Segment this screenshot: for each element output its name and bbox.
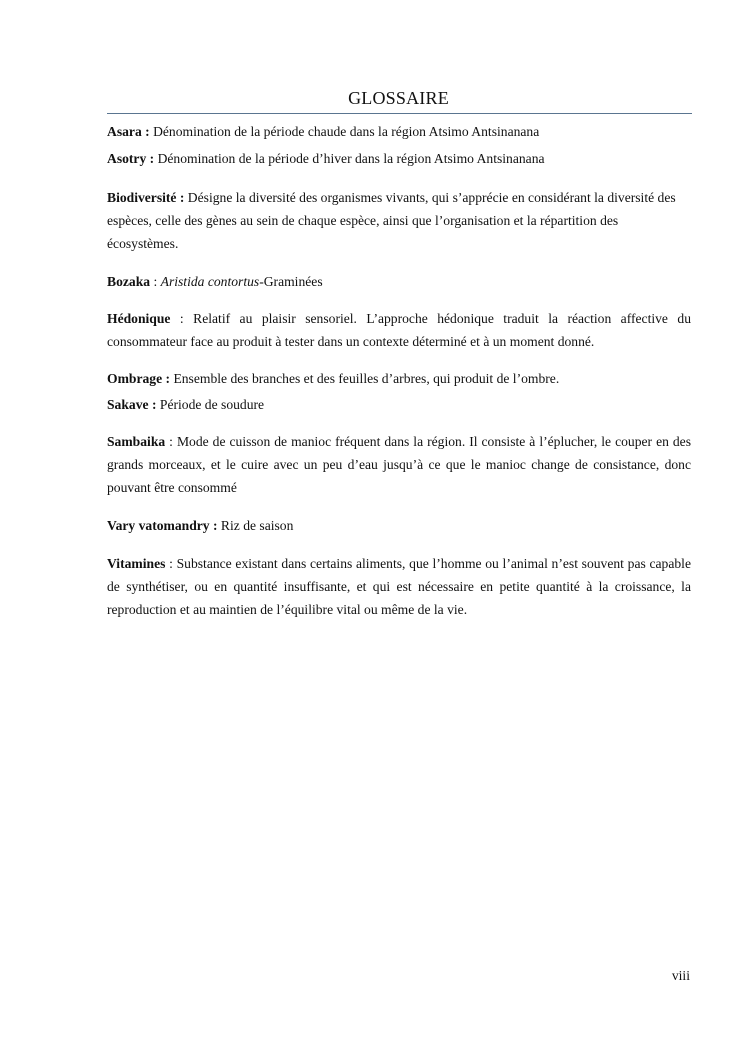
separator: : bbox=[170, 311, 194, 326]
definition: Mode de cuisson de manioc fréquent dans la région. Il consiste à l’éplucher, le couper en des grands morceaux, et le cuire avec un peu d’eau jusqu’à ce que le manioc change de consistance, donc pouvant être consommé bbox=[107, 434, 692, 496]
term: Vary vatomandry : bbox=[107, 518, 218, 533]
term: Sakave : bbox=[107, 397, 157, 412]
term: Vitamines bbox=[107, 556, 166, 571]
glossary-entry-asara bbox=[107, 120, 691, 143]
page-number: viii bbox=[671, 968, 690, 983]
definition: Substance existant dans certains aliments, que l’homme ou l’animal n’est souvent pas capable de synthétiser, ou en quantité insuffisante, et qui est nécessaire en petite quantité à la croissance, la reproduction et au maintien de l’équilibre vital ou même de la vie. bbox=[107, 556, 691, 618]
separator: : bbox=[165, 434, 177, 449]
definition: Relatif au plaisir sensoriel. L’approche hédonique traduit la réaction affective du consommateur face au produit à tester dans un contexte déterminé et à un moment donné. bbox=[107, 311, 691, 350]
separator: : bbox=[165, 556, 177, 571]
term: Asara : bbox=[107, 124, 150, 139]
glossary-entry-vary-vatomandry bbox=[107, 514, 691, 537]
term: Asotry : bbox=[107, 151, 155, 166]
page-title: GLOSSAIRE bbox=[348, 88, 449, 108]
glossary-entry-biodiversite bbox=[107, 186, 691, 256]
definition: Désigne la diversité des organismes vivants, qui s’apprécie en considérant la diversité des espèces, celle des gènes au sein de chaque espèce, ainsi que l’organisation et la répartition des écosystèmes. bbox=[107, 190, 676, 252]
glossary-entry-sambaika bbox=[107, 430, 691, 500]
term: Biodiversité : bbox=[107, 190, 185, 205]
term: Bozaka bbox=[107, 274, 151, 289]
scientific-name: Aristida contortus bbox=[160, 274, 260, 289]
definition: Dénomination de la période chaude dans la région Atsimo Antsinanana bbox=[149, 124, 540, 139]
definition: Ensemble des branches et des feuilles d’arbres, qui produit de l’ombre. bbox=[170, 371, 560, 386]
term: Hédonique bbox=[107, 311, 171, 326]
glossary-entry-sakave bbox=[107, 393, 691, 416]
glossary-entry-asotry bbox=[107, 147, 691, 170]
glossary-entry-vitamines bbox=[107, 552, 691, 622]
glossary-entry-ombrage bbox=[107, 367, 691, 390]
term: Sambaika bbox=[107, 434, 166, 449]
glossary-entry-hedonique bbox=[107, 307, 691, 353]
definition: Période de soudure bbox=[156, 397, 265, 412]
definition: -Graminées bbox=[259, 274, 323, 289]
definition: Riz de saison bbox=[217, 518, 294, 533]
title-divider bbox=[107, 113, 692, 114]
definition: Dénomination de la période d’hiver dans la région Atsimo Antsinanana bbox=[154, 151, 545, 166]
separator: : bbox=[150, 274, 161, 289]
glossary-entry-bozaka bbox=[107, 270, 691, 293]
term: Ombrage : bbox=[107, 371, 171, 386]
